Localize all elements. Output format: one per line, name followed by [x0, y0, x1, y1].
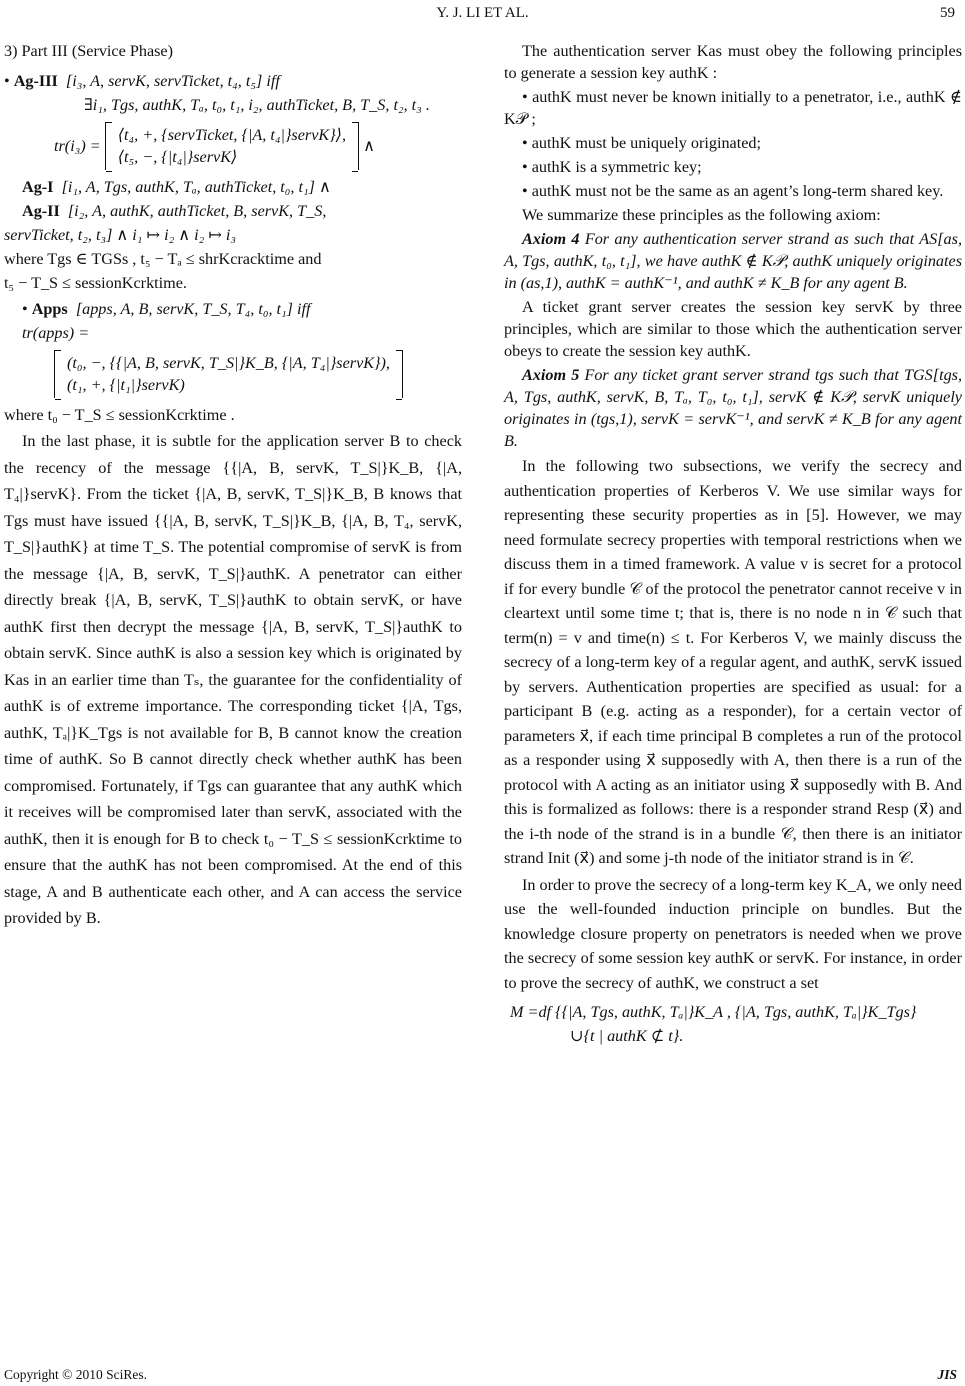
ag1-definition: [4, 176, 462, 198]
page-number: 59: [940, 5, 955, 21]
ag3-trace-lhs: tr(i₃) =: [54, 137, 101, 155]
apps-trace-matrix: [54, 350, 403, 398]
set-m-line-2: ∪{t | authK ⊄ t}.: [570, 1027, 684, 1045]
axiom-5: [504, 364, 962, 452]
ag3-trace-matrix: [105, 122, 359, 170]
principle-bullet-2: • authK must be uniquely originated;: [522, 134, 761, 152]
ag3-params: [i₃, A, servK, servTicket, t₄, t₅] iff: [65, 72, 280, 90]
set-m-line-1: M =df {{|A, Tgs, authK, Tₐ|}K_A , {|A, Tgs, authK, Tₐ|}K_Tgs}: [510, 1003, 917, 1021]
set-m-definition: [504, 1001, 962, 1047]
ag2-definition: [4, 200, 462, 222]
ag3-label: Ag-III: [13, 72, 58, 90]
ag1-params: [i₁, A, Tgs, authK, Tₐ, authTicket, t₀, t₁] ∧: [61, 178, 331, 196]
ag2-params: [i₂, A, authK, authTicket, B, servK, T_S,: [67, 202, 327, 220]
ag1-label: Ag-I: [22, 178, 54, 196]
axiom-summary: We summarize these principles as the following axiom:: [522, 206, 881, 224]
axiom-4: [504, 228, 962, 294]
principle-bullet-1: • authK must never be known initially to a penetrator, i.e., authK ∉ K𝒫 ;: [504, 88, 962, 128]
apps-trace-lhs: tr(apps) =: [22, 324, 90, 342]
journal-abbrev: JIS: [937, 1367, 957, 1382]
principle-bullet-4: • authK must not be the same as an agent’s long-term shared key.: [522, 182, 944, 200]
ag3-trace: tr(i₃) = ⟨t₄, +, {servTicket, {|A, t₄|}servK}⟩, ⟨t₅, −, {|t₄|}servK⟩ ∧: [4, 122, 462, 170]
left-column: [4, 40, 462, 934]
where-clause-2: where t₀ − T_S ≤ sessionKcrktime .: [4, 406, 235, 424]
axiom-4-label: Axiom 4: [522, 230, 580, 248]
ag2-params-cont: servTicket, t₂, t₃] ∧ i₁ ↦ i₂ ∧ i₂ ↦ i₃: [4, 226, 237, 244]
axiom-4-text: For any authentication server strand as such that AS[as, A, Tgs, authK, t₀, t₁], we have authK ∉ K𝒫, authK uniquely originates in (as,1), authK = authK⁻¹, and authK ≠ K_B for any agent B.: [504, 230, 962, 292]
secrecy-authentication-paragraph: In the following two subsections, we verify the secrecy and authentication properties of Kerberos V. We use similar ways for representing these security properties as in [5]. However, we may need formulate secrecy properties with temporal restrictions when we discuss them in a timed framework. A value v is secret for a protocol if for every bundle 𝒞 of the protocol the penetrator cannot receive v in cleartext until some time t; that is, there is no node n in 𝒞 such that term(n) = v and time(n) ≤ t. For Kerberos V, we mainly discuss the secrecy of a long-term key of a regular agent, and authK, servK issued by servers. Authentication properties are specified as usual: for a participant B (e.g. acting as a responder), for a certain vector of parameters x⃗, if each time principal B completes a run of the protocol as a responder using x⃗ supposedly with A, then there is a run of the protocol with A acting as an initiator using x⃗ supposedly with B. And this is formalized as follows: there is a responder strand Resp (x⃗) and the i-th node of the strand is in a bundle 𝒞, then there is an initiator strand Init (x⃗) and some j-th node of the initiator strand is in 𝒞.: [504, 457, 962, 867]
secrecy-proof-paragraph: In order to prove the secrecy of a long-term key K_A, we only need use the well-founded induction principle on bundles. But the knowledge closure property on penetrators is needed when we prove the secrecy of some session key authK or servK. For instance, in order to prove the secrecy of authK, we construct a set: [504, 875, 962, 992]
axiom-5-text: For any ticket grant server strand tgs such that TGS[tgs, A, Tgs, authK, servK, B, Tₐ, T₀, t₀, t₁], servK ∉ K𝒫, servK uniquely originates in (tgs,1), servK = servK⁻¹, and servK ≠ K_B for any agent B.: [504, 366, 963, 450]
apps-params: [apps, A, B, servK, T_S, T₄, t₀, t₁] iff: [75, 300, 311, 318]
where-clause-1: where Tgs ∈ TGSs , t₅ − Tₐ ≤ shrKcracktime and: [4, 250, 322, 268]
kas-principles-intro: The authentication server Kas must obey the following principles to generate a session key authK :: [504, 42, 962, 82]
principle-bullet-3: • authK is a symmetric key;: [522, 158, 702, 176]
ag2-label: Ag-II: [22, 202, 60, 220]
section-title: 3) Part III (Service Phase): [4, 42, 174, 60]
running-title: Y. J. LI ET AL.: [436, 5, 529, 21]
tgs-principles: A ticket grant server creates the session key servK by three principles, which are similar to those which the authentication server obeys to create the session key authK.: [504, 298, 962, 360]
where-clause-1b: t₅ − T_S ≤ sessionKcrktime.: [4, 274, 187, 292]
copyright-notice: Copyright © 2010 SciRes.: [4, 1367, 148, 1382]
apps-label: Apps: [31, 300, 68, 318]
ag3-trace-row1: ⟨t₄, +, {servTicket, {|A, t₄|}servK}⟩,: [117, 126, 347, 144]
apps-definition: • Apps [apps, A, B, servK, T_S, T₄, t₀, t₁] iff: [22, 300, 311, 318]
ag3-definition: • Ag-III [i₃, A, servK, servTicket, t₄, t₅] iff: [4, 72, 280, 90]
running-header: [0, 2, 965, 26]
service-phase-paragraph: In the last phase, it is subtle for the application server B to check the recency of the message {{|A, B, servK, T_S|}K_B, {|A, T₄|}servK}. From the ticket {|A, B, servK, T_S|}K_B, B knows that Tgs must have issued {{|A, B, servK, T_S|}K_B, {|A, B, T₄, servK, T_S|}authK} at time T_S. The potential compromise of servK is from the message {|A, B, servK, T_S|}authK. A penetrator can either directly break {|A, B, servK, T_S|}authK to obtain servK, or have authK first then decrypt the message {|A, B, servK, T_S|}authK to obtain servK. Since authK is also a session key which is originated by Kas in an earlier time than Tₛ, the guarantee for the confidentiality of authK is of extreme importance. The corresponding ticket {|A, Tgs, authK, Tₐ|}K_Tgs is not available for B, B cannot know the creation time of authK. So B cannot directly check whether authK has been compromised. Fortunately, if Tgs can guarantee that any authK which it receives will be compromised later than servK, associated with the authK, then it is enough for B to check t₀ − T_S ≤ sessionKcrktime to ensure that the authK has not been compromised. At the end of this stage, A and B authenticate each other, and A can access the service provided by B.: [4, 432, 462, 927]
apps-trace-row1: (t₀, −, {{|A, B, servK, T_S|}K_B, {|A, T₄|}servK}),: [67, 354, 390, 372]
right-column: [504, 40, 962, 1053]
ag3-exists: ∃i₁, Tgs, authK, Tₐ, t₀, t₁, i₂, authTicket, B, T_S, t₂, t₃ .: [84, 96, 430, 114]
ag3-trace-row2: ⟨t₅, −, {|t₄|}servK⟩: [117, 148, 238, 166]
apps-trace: [4, 350, 462, 398]
axiom-5-label: Axiom 5: [522, 366, 580, 384]
apps-trace-row2: (t₁, +, {|t₁|}servK): [67, 376, 185, 394]
